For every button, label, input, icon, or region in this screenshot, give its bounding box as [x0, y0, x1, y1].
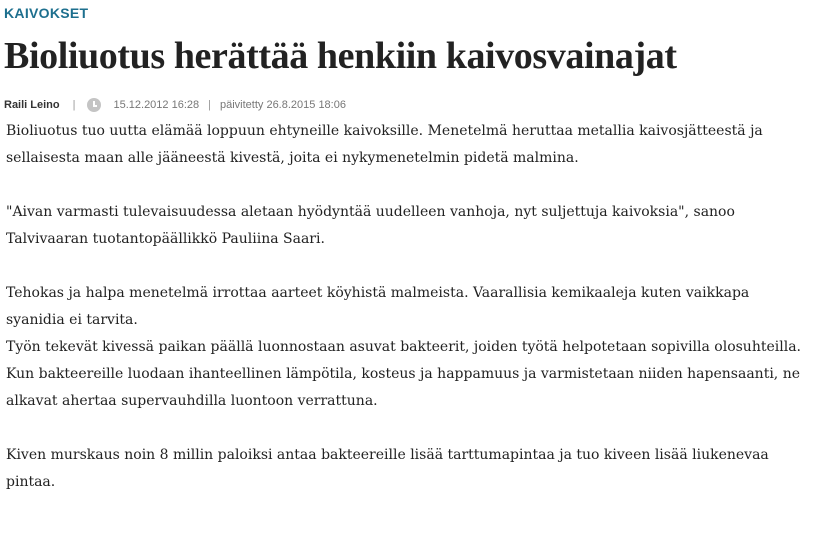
author-name[interactable]: Raili Leino — [4, 99, 60, 111]
clock-icon — [87, 98, 101, 112]
article-paragraph: Bioliuotus tuo uutta elämää loppuun ehtyneille kaivoksille. Menetelmä heruttaa metallia kaivosjätteestä ja sellaisesta maan alle jääneestä kivestä, joita ei nykymenetelmin pidetä malmina. — [6, 123, 763, 166]
section-tag-link[interactable]: KAIVOKSET — [4, 5, 89, 21]
article-body — [6, 118, 806, 523]
article-paragraph: Tehokas ja halpa menetelmä irrottaa aarteet köyhistä malmeista. Vaarallisia kemikaaleja kuten vaikkapa syanidia ei tarvita. — [6, 285, 750, 328]
updated-timestamp: päivitetty 26.8.2015 18:06 — [219, 99, 346, 111]
article-headline: Bioliuotus herättää henkiin kaivosvainajat — [4, 35, 677, 77]
article-paragraph: Työn tekevät kivessä paikan päällä luonnostaan asuvat bakteerit, joiden työtä helpotetaan sopivilla olosuhteilla. Kun bakteereille luodaan ihanteellinen lämpötila, kosteus ja happamuus ja varmistetaan niiden hapensaanti, ne alkavat ahertaa supervauhdilla luontoon verrattuna. — [6, 339, 801, 409]
article-paragraph: Kiven murskaus noin 8 millin paloiksi antaa bakteereille lisää tarttumapintaa ja tuo kiveen lisää liukenevaa pintaa. — [6, 447, 769, 490]
meta-divider: | — [208, 99, 211, 111]
published-timestamp: 15.12.2012 16:28 — [113, 99, 200, 111]
article-paragraph: "Aivan varmasti tulevaisuudessa aletaan hyödyntää uudelleen vanhoja, nyt suljettuja kaivoksia", sanoo Talvivaaran tuotantopäällikkö Pauliina Saari. — [6, 204, 735, 247]
article-meta — [4, 97, 346, 113]
meta-divider: | — [72, 99, 76, 111]
